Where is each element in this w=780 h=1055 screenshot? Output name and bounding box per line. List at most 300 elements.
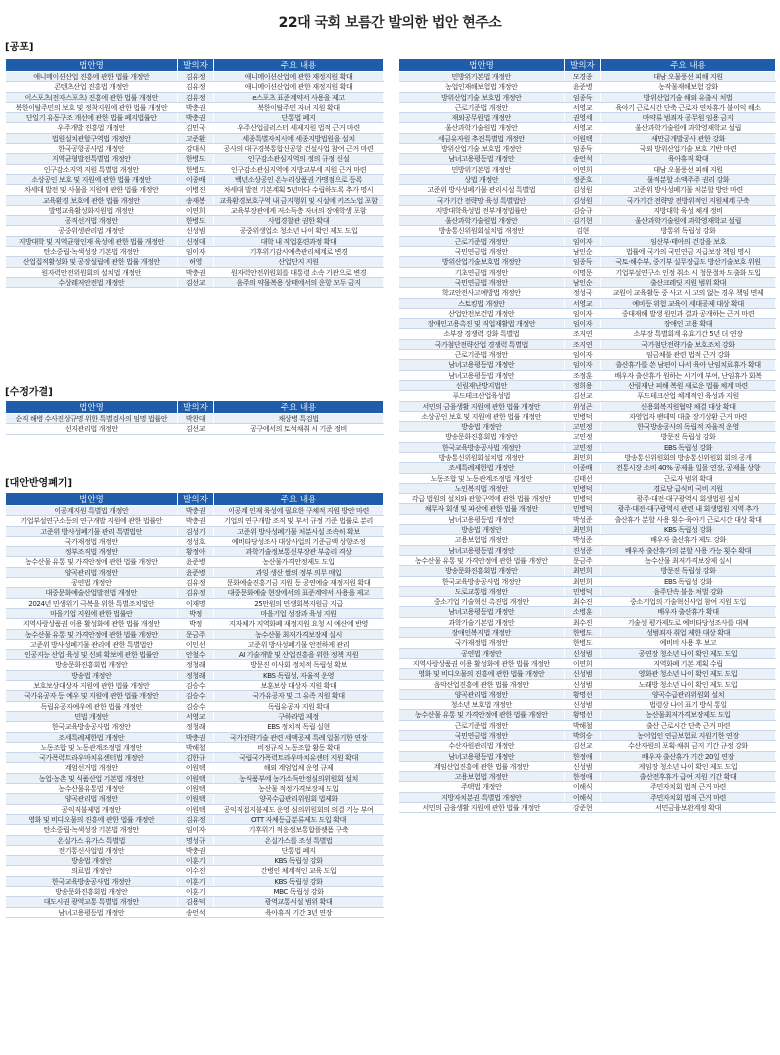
bill-content: 고준위 방사성폐기물 처분할 방안 마련	[601, 185, 776, 195]
bill-content: 영화관 청소년 나이 확인 제도 도입	[601, 669, 776, 679]
bill-name: 소상공인 보호 및 지원에 관한 법률 개정안	[399, 411, 565, 421]
bill-content: 방문진 이사회 정치적 독립성 확보	[214, 660, 384, 670]
table-row	[6, 267, 384, 277]
bill-content: 농산물최저가격보장제도 도입	[601, 710, 776, 720]
table-row	[399, 679, 776, 689]
bill-name: 수상레저안전법 개정안	[6, 277, 178, 287]
bill-content: 과학기술정보통신부장관 부총리 격상	[214, 547, 384, 557]
header-proposer: 발의자	[178, 59, 214, 72]
proposer: 박충권	[178, 102, 214, 112]
proposer: 최민희	[565, 452, 601, 462]
proposer: 박해철	[565, 720, 601, 730]
proposer: 김승수	[178, 701, 214, 711]
table-row	[6, 784, 384, 794]
header-content: 주요 내용	[601, 59, 776, 72]
bill-content: 근로자 범위 확대	[601, 473, 776, 483]
proposer: 박충권	[178, 845, 214, 855]
bill-content: 공구에서의 토석채취 시 기준 정비	[214, 424, 384, 434]
proposer: 김선교	[565, 391, 601, 401]
proposer: 김유정	[178, 72, 214, 82]
bill-content: 고준위 방사성폐기물 안전하게 관리	[214, 639, 384, 649]
table-row	[6, 424, 384, 434]
bill-name: 재외공무원법 개정안	[399, 113, 565, 123]
proposer: 이연희	[565, 658, 601, 668]
proposer: 김성원	[565, 185, 601, 195]
proposer: 윤준병	[178, 557, 214, 567]
proposer: 강대식	[178, 144, 214, 154]
proposer: 고준환	[178, 133, 214, 143]
proposer: 문금주	[178, 629, 214, 639]
bill-name: 차세대 발전 및 사물을 지원에 관한 법률 개정안	[6, 185, 178, 195]
bill-content: 기후위기감시예측관리체계로 변경	[214, 247, 384, 257]
table-row	[6, 876, 384, 886]
bill-content: 법률에 국가의 국민연금 지급보장 책임 명시	[601, 247, 776, 257]
proposer: 신성범	[565, 700, 601, 710]
table-row	[6, 886, 384, 896]
bill-content: 애니메이션산업에 관한 재정지원 확대	[214, 82, 384, 92]
bill-name: 마을기업 지원에 관한 법률안	[6, 608, 178, 618]
table-row	[399, 319, 776, 329]
bill-content: 인구감소관심지역에 지방교부세 지원 근거 마련	[214, 164, 384, 174]
bill-name: 학교안전사고예방법 개정안	[399, 288, 565, 298]
table-row	[6, 113, 384, 123]
proposer: 임이자	[565, 360, 601, 370]
table-row	[6, 516, 384, 526]
bill-content: 국가전략기술 관련 세액공제 특례 일몰기한 연장	[214, 732, 384, 742]
bill-name: 산업안전보건법 개정안	[399, 308, 565, 318]
table-row	[6, 722, 384, 732]
bill-name: 소상공인 보호 및 지원에 관한 법률 개정안	[6, 174, 178, 184]
proposer: 김성원	[565, 195, 601, 205]
bill-name: 방위산업기술 보호법 개정안	[399, 92, 565, 102]
bill-content: 중소기업의 기술혁신사업 참여 지원 도입	[601, 597, 776, 607]
bill-content: 국토·해수부, 중기부 실무장급도 방산기술보호 위원	[601, 257, 776, 267]
bill-content: 문화예술진흥기금 지원 등 공연예술 재정지원 확대	[214, 578, 384, 588]
proposer: 서영교	[565, 123, 601, 133]
bill-content: 국가유공자 및 그 유족 지원 확대	[214, 691, 384, 701]
table-row	[6, 164, 384, 174]
bill-name: 근로기준법 개정안	[399, 102, 565, 112]
table-row	[399, 638, 776, 648]
bill-name: 지방대학 및 지역균형인재 육성에 관한 법률 개정안	[6, 236, 178, 246]
proposer: 김성기	[178, 526, 214, 536]
table-row	[399, 669, 776, 679]
bill-name: 방송문화진흥회법 개정안	[6, 886, 178, 896]
proposer: 임이자	[565, 350, 601, 360]
header-bill-name: 법안명	[399, 59, 565, 72]
bill-content: 국립국가폭력트라우마치유센터 지원 확대	[214, 753, 384, 763]
bill-name: 고용보험법 개정안	[399, 772, 565, 782]
table-row	[6, 773, 384, 783]
proposer: 모경종	[565, 72, 601, 82]
header-proposer: 발의자	[565, 59, 601, 72]
bill-name: 남녀고용평등법 개정안	[399, 514, 565, 524]
bill-name: 법원설치관할구역법 개정안	[6, 133, 178, 143]
bill-content: 사법경찰관 권한 확대	[214, 216, 384, 226]
table-row	[399, 92, 776, 102]
bill-name: 공연법 개정안	[399, 648, 565, 658]
proposer: 남인순	[565, 277, 601, 287]
table-row	[6, 236, 384, 246]
bill-name: 방송문화진흥회법 개정안	[6, 660, 178, 670]
bill-content: 대중문화예술 현장에서의 표준계약서 사용을 제고	[214, 588, 384, 598]
bill-name: 국민연금법 개정안	[399, 277, 565, 287]
proposer: 한병도	[178, 216, 214, 226]
bill-content: 배우자 출산휴가의 분할 사용 가능 횟수 확대	[601, 545, 776, 555]
bill-name: 스토킹법 개정안	[399, 298, 565, 308]
proposer: 임종득	[565, 92, 601, 102]
proposer: 박희승	[565, 731, 601, 741]
bill-name: 노동조합 및 노동관계조정법 개정안	[399, 473, 565, 483]
bill-content: 주민자치회 법적 근거 마련	[601, 782, 776, 792]
table-row	[399, 154, 776, 164]
table-row	[399, 628, 776, 638]
bill-name: 지역사랑상품권 이용 활성화에 관한 법률 개정안	[6, 619, 178, 629]
table-row	[6, 619, 384, 629]
bill-name: 울산과학기술원법 개정안	[399, 216, 565, 226]
bill-content: 산업단지 지원	[214, 257, 384, 267]
proposer: 조지연	[565, 339, 601, 349]
bill-content: 방통위 독립성 강화	[601, 226, 776, 236]
proposer: 임이자	[565, 308, 601, 318]
proposer: 이수진	[178, 866, 214, 876]
table-row	[399, 576, 776, 586]
table-row	[6, 216, 384, 226]
bill-content: 지자체가 지역화폐 재정지원 요청 시 예산에 반영	[214, 619, 384, 629]
bill-content: 울산과학기술원에 과학영재학교 설립	[601, 123, 776, 133]
table-row	[6, 701, 384, 711]
bill-content: 보훈보상 대상자 지원 확대	[214, 681, 384, 691]
bill-name: 방송문화진흥회법 개정안	[399, 566, 565, 576]
bill-name: 도로교통법 개정안	[399, 586, 565, 596]
table-row	[399, 391, 776, 401]
table-row	[399, 473, 776, 483]
bill-content: 농수산물 최저가격보장제 실시	[601, 555, 776, 565]
bill-content: 방위산업기술 해외 유출시 처벌	[601, 92, 776, 102]
bill-name: 조세특례제한법 개정안	[6, 732, 178, 742]
table-row	[399, 494, 776, 504]
table-row	[399, 483, 776, 493]
table-row	[399, 216, 776, 226]
proposer: 이명문	[565, 267, 601, 277]
table-row	[399, 617, 776, 627]
bill-content: 새만금개발공사 관한 강화	[601, 133, 776, 143]
table-row	[6, 588, 384, 598]
bill-content: 출산크레딧 지원 범위 확대	[601, 277, 776, 287]
proposer: 윤준병	[565, 82, 601, 92]
bill-content: 광주·대전·대구광역시 관련 내 회생법원 지역 추가	[601, 504, 776, 514]
bill-name: 인구감소지역 지원 특별법 개정안	[6, 164, 178, 174]
bill-content: 예비타당성조사 대상사업의 기준금액 상향조정	[214, 536, 384, 546]
proposer: 이종배	[565, 463, 601, 473]
table-row	[399, 226, 776, 236]
proposer: 송재봉	[178, 195, 214, 205]
table-row	[6, 247, 384, 257]
proposer: 박충권	[178, 267, 214, 277]
bill-name: 국민연금법 개정안	[399, 731, 565, 741]
bill-content: KBS 독립성 강화	[601, 525, 776, 535]
bill-name: 기업부설연구소등의 연구개발 지원에 관한 법률안	[6, 516, 178, 526]
bill-name: 남녀고용평등법 개정안	[399, 370, 565, 380]
table-row	[399, 370, 776, 380]
table-header-row	[6, 59, 384, 72]
bill-content: OTT 자체등급분류제도 도입 확대	[214, 814, 384, 824]
table-row	[399, 607, 776, 617]
proposer: 김승규	[565, 205, 601, 215]
proposer: 권영세	[565, 113, 601, 123]
proposer: 민병덕	[565, 411, 601, 421]
proposer: 고민정	[565, 442, 601, 452]
table-row	[399, 689, 776, 699]
table-row	[399, 288, 776, 298]
proposer: 이인선	[178, 639, 214, 649]
table-row	[399, 195, 776, 205]
bill-content: 공사의 대구경북통합신공항 건설사업 참여 근거 마련	[214, 144, 384, 154]
table-row	[399, 247, 776, 257]
proposer: 이해식	[565, 782, 601, 792]
proposer: 임이자	[565, 319, 601, 329]
table-row	[6, 154, 384, 164]
bill-content: 차세대 발전 기본계획 5년마다 수립하도록 추가 명시	[214, 185, 384, 195]
table-row	[6, 92, 384, 102]
table-row	[6, 670, 384, 680]
bill-name: 애니메이션산업 진흥에 관한 법률 개정안	[6, 72, 178, 82]
proposer: 이해식	[565, 792, 601, 802]
table-row	[6, 205, 384, 215]
table-header-row	[399, 59, 776, 72]
bill-name: 정부조직법 개정안	[6, 547, 178, 557]
table-row	[399, 236, 776, 246]
bill-name: 음악산업진흥에 관한 법률 개정안	[399, 679, 565, 689]
table-row	[6, 711, 384, 721]
proposer: 박충권	[178, 516, 214, 526]
bill-name: 콘텐츠산업 진흥법 개정안	[6, 82, 178, 92]
proposer: 민병덕	[565, 483, 601, 493]
table-row	[6, 681, 384, 691]
table-row	[6, 195, 384, 205]
table-row	[6, 133, 384, 143]
bill-name: 민방위기본법 개정안	[399, 164, 565, 174]
table-row	[6, 144, 384, 154]
proposer: 황정아	[178, 547, 214, 557]
table-row	[399, 782, 776, 792]
table-row	[6, 226, 384, 236]
header-proposer: 발의자	[178, 401, 214, 414]
bill-content: 임산부·태아의 건강을 보호	[601, 236, 776, 246]
table-row	[399, 731, 776, 741]
table-row	[399, 514, 776, 524]
table-row	[6, 897, 384, 907]
bill-content: 고준위 방사성폐기물 처분시설 조속히 확보	[214, 526, 384, 536]
proposer: 진성준	[565, 545, 601, 555]
table-row	[399, 422, 776, 432]
proposer: 한정애	[565, 772, 601, 782]
bill-content: 대남 오물풍선 피해 지원	[601, 72, 776, 82]
proposer: 민병덕	[565, 586, 601, 596]
proposer: 이원택	[178, 794, 214, 804]
bill-name: 영화 및 비디오물의 진흥에 관한 법률 개정안	[399, 669, 565, 679]
bill-content: 출산전후휴가 급여 지원 기간 확대	[601, 772, 776, 782]
bill-name: 공연법 개정안	[6, 578, 178, 588]
bill-name: 농수산물유통법 개정안	[6, 784, 178, 794]
proposer: 이훈기	[178, 856, 214, 866]
bill-name: 농업인재해보험법 개정안	[399, 82, 565, 92]
bill-name: 국민연금법 개정안	[399, 247, 565, 257]
proposer: 김기현	[565, 216, 601, 226]
proposer: 민병덕	[565, 494, 601, 504]
bill-content: EBS 독립성 강화	[601, 442, 776, 452]
bill-content: 게임장 청소년 나이 확인 제도 도입	[601, 761, 776, 771]
proposer: 박성준	[565, 514, 601, 524]
bill-name: 원자력안전위원회의 설치법 개정안	[6, 267, 178, 277]
proposer: 김선교	[565, 741, 601, 751]
proposer: 정희용	[565, 380, 601, 390]
bill-name: 한국공항공사법 개정안	[6, 144, 178, 154]
bill-name: 방송법 개정안	[6, 856, 178, 866]
bill-content: 공연장 청소년 나이 확인 제도 도입	[601, 648, 776, 658]
bill-content: 지역화폐 기본 계획 수립	[601, 658, 776, 668]
table-row	[399, 710, 776, 720]
bill-content: 출산휴가 분할 사용 횟수·육아기 근로시간 대상 확대	[601, 514, 776, 524]
bill-content: 푸드테크산업 체계적인 육성과 지원	[601, 391, 776, 401]
bill-content: KBS 독립성 강화	[214, 876, 384, 886]
proposer: 임종득	[565, 144, 601, 154]
bill-name: 농수산물 유통 및 가격안정에 관한 법률 개정안	[399, 555, 565, 565]
bill-content: 출산 근로시간 단축 근거 마련	[601, 720, 776, 730]
bill-name: 공중위생관리법 개정안	[6, 226, 178, 236]
table-row	[6, 526, 384, 536]
proposer: 한병도	[565, 638, 601, 648]
proposer: 이연희	[565, 164, 601, 174]
proposer: 조정훈	[565, 370, 601, 380]
proposer: 최민희	[565, 566, 601, 576]
proposer: 김유정	[178, 92, 214, 102]
bill-content: 채상병 특검법	[214, 414, 384, 424]
table-row	[6, 277, 384, 287]
table-row	[399, 339, 776, 349]
bill-name: 방송통신위원회설치법 개정안	[399, 226, 565, 236]
bill-name: 국가유공자 등 예우 및 지원에 관한 법률 개정안	[6, 691, 178, 701]
bill-content: 중대재해 발생 원인과 결과 공개하는 근거 마련	[601, 308, 776, 318]
table-row	[6, 174, 384, 184]
bill-name: 근로기준법 개정안	[399, 350, 565, 360]
bill-name: 보호보상대상자 지원에 관한 법률 개정안	[6, 681, 178, 691]
table-row	[399, 174, 776, 184]
proposer: 한병도	[565, 628, 601, 638]
table-row	[6, 598, 384, 608]
proposer: 신성범	[565, 648, 601, 658]
table-row	[6, 567, 384, 577]
proposer: 박찬대	[178, 414, 214, 424]
bill-content: 방문진 독립성 강화	[601, 566, 776, 576]
bill-content: KBS 독립성 강화	[214, 856, 384, 866]
bill-content: 양곡수급관리위원회 설치	[601, 689, 776, 699]
bill-content: 국가기간 전략망 전방위적인 지원체계 구축	[601, 195, 776, 205]
proposer: 김민국	[178, 123, 214, 133]
table-row	[6, 753, 384, 763]
bill-content: 주민자치회 법적 근거 마련	[601, 792, 776, 802]
bill-name: 한국교육방송공사법 개정안	[6, 722, 178, 732]
bill-content: 물적분할 소액주주 권리 강화	[601, 174, 776, 184]
bill-content: 세종특별자치시에 세종지방법원을 설치	[214, 133, 384, 143]
proposer: 이원택	[178, 763, 214, 773]
proposer: 황명선	[565, 689, 601, 699]
table-row	[6, 856, 384, 866]
bill-content: 비정규직 노동조합 활동 확대	[214, 742, 384, 752]
proposer: 한병도	[178, 154, 214, 164]
table-row	[399, 442, 776, 452]
table-row	[399, 535, 776, 545]
bill-name: 방송통신위원회설치법 개정안	[399, 452, 565, 462]
bill-content: 교원이 교육활동 중 사고 시 고의 없는 경우 책임 면제	[601, 288, 776, 298]
bill-content: 임금체불 관련 법적 근거 강화	[601, 350, 776, 360]
bill-content: 육아휴직 기간 3년 연장	[214, 907, 384, 917]
bill-name: 중소기업 기술혁신 촉진법 개정안	[399, 597, 565, 607]
table-header-row	[6, 493, 384, 506]
bill-name: 소부장 경쟁력 강화 특별법	[399, 329, 565, 339]
proposer: 김유정	[178, 814, 214, 824]
section-label-amended: [수정가결]	[5, 387, 53, 398]
table-row	[6, 185, 384, 195]
proposer: 박해철	[178, 742, 214, 752]
table-row	[6, 639, 384, 649]
bill-content: EBS 독립성 강화	[601, 576, 776, 586]
bill-content: 광주·대전·대구광역시 회생법원 설치	[601, 494, 776, 504]
bill-name: 탄소중립·녹색성장 기본법 개정안	[6, 825, 178, 835]
proposer: 김유정	[178, 82, 214, 92]
bill-name: 신림재난방지법안	[399, 380, 565, 390]
bill-name: 지역균형발전특별법 개정안	[6, 154, 178, 164]
table-row	[6, 547, 384, 557]
bill-content: 마을기업 성장과 육성 지원	[214, 608, 384, 618]
replaced-right-table	[398, 58, 776, 813]
bill-name: 양곡관리법 개정안	[399, 689, 565, 699]
bill-content: 배우자 출산휴가 원하는 시기에 부여, 난임휴가 회복	[601, 370, 776, 380]
bill-name: 농수산물 유통 및 가격안정에 관한 법률 개정안	[6, 557, 178, 567]
bill-name: 서민의 금융생활 지원에 관한 법률 개정안	[399, 401, 565, 411]
bill-name: 남녀고용평등법 개정안	[399, 607, 565, 617]
bill-name: 채무자 회생 및 파산에 관한 법률 개정안	[399, 504, 565, 514]
header-bill-name: 법안명	[6, 493, 178, 506]
proposer: 김유정	[178, 578, 214, 588]
bill-name: 남녀고용평등법 개정안	[6, 907, 178, 917]
amended-table	[5, 400, 384, 435]
proposer: 이원택	[178, 784, 214, 794]
bill-name: 주택법 개정안	[399, 782, 565, 792]
bill-name: 지방대학육성법 전부개정법률안	[399, 205, 565, 215]
table-row	[399, 164, 776, 174]
table-row	[6, 835, 384, 845]
bill-name: 농업·농촌 및 식품산업 기본법 개정안	[6, 773, 178, 783]
bill-content: 농식품부에 농가소득안정심의위원회 설치	[214, 773, 384, 783]
proposer: 신정대	[178, 236, 214, 246]
table-row	[399, 772, 776, 782]
table-row	[399, 123, 776, 133]
table-row	[6, 660, 384, 670]
bill-name: 교육환경 보호에 관한 법률 개정안	[6, 195, 178, 205]
bill-name: 남녀고용평등법 개정안	[399, 545, 565, 555]
bill-content: 음주의 약물복용 상태에서의 운항 모두 금지	[214, 277, 384, 287]
proposer: 윤준병	[178, 567, 214, 577]
table-row	[399, 102, 776, 112]
replaced-left-table	[5, 492, 384, 918]
table-row	[6, 123, 384, 133]
bill-content: 서민금융보완계정 확대	[601, 803, 776, 813]
bill-name: 방송법 개정안	[399, 525, 565, 535]
table-row	[399, 648, 776, 658]
proposer: 박정	[178, 619, 214, 629]
bill-name: 울산과학기술원법 개정안	[399, 123, 565, 133]
